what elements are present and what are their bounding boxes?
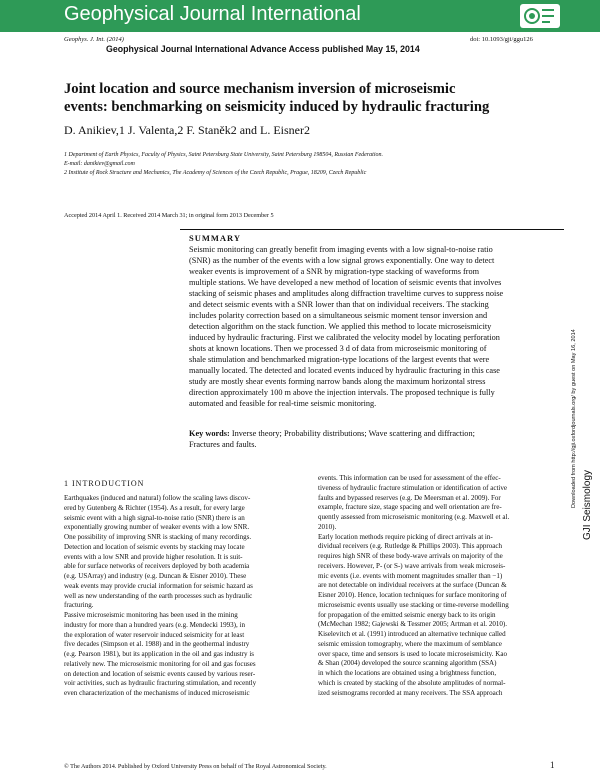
body-text-line: faults and bypassed reserves (e.g. De Meersman et al. 2009). For bbox=[318, 493, 501, 502]
body-text-line: (McMechan 1982; Gajewski & Tessmer 2005; Artman et al. 2010). bbox=[318, 620, 508, 629]
body-text-line: events. This information can be used for assessment of the effec- bbox=[318, 474, 501, 482]
abstract-line: automated and feasible for real-time seismic monitoring. bbox=[189, 399, 377, 408]
body-text-line: relatively new. The microseismic monitoring for oil and gas focuses bbox=[64, 659, 256, 668]
keywords-label: Key words: bbox=[189, 429, 230, 438]
body-text-line: requires high SNR of these body-wave arrivals on majority of the bbox=[318, 552, 503, 560]
body-text-line: in which the locations are obtained using a brightness function, bbox=[318, 669, 497, 677]
submission-dates: Accepted 2014 April 1. Received 2014 March 31; in original form 2013 December 5 bbox=[64, 212, 274, 219]
abstract-line: direction approximately 100 m above the injection intervals. The proposed technique is fully bbox=[189, 388, 495, 397]
body-text-line: well as new understanding of the earth processes such as hydraulic bbox=[64, 591, 253, 600]
body-text-line: over space, time and sensors is used to locate microseismicity. Kao bbox=[318, 649, 507, 658]
abstract-line: Seismic monitoring can greatly benefit from imaging events with a low signal-to-noise ratio bbox=[189, 245, 493, 254]
title-line: Joint location and source mechanism inversion of microseismic bbox=[64, 81, 456, 97]
body-text-line: exponentially growing number of weaker events with a low SNR. bbox=[64, 523, 250, 532]
body-text-line: Kiselevitch et al. (1991) introduced an alternative technique called bbox=[318, 630, 506, 638]
summary-heading: SUMMARY bbox=[189, 233, 242, 243]
keywords-text: Inverse theory; Probability distributions; Wave scattering and diffraction; bbox=[231, 429, 475, 438]
body-text-line: on detection and location of seismic events caused by various reser- bbox=[64, 669, 256, 678]
body-text-line: Eisner 2010). Hence, location techniques for surface monitoring of bbox=[318, 591, 507, 599]
body-text-line: fracturing. bbox=[64, 601, 94, 610]
journal-title: Geophysical Journal International bbox=[64, 3, 361, 25]
body-text-line: seismic emission tomography, where the maximum of semblance bbox=[318, 639, 502, 648]
abstract-line: multiple stations. We have developed a new method of location of seismic events that involves bbox=[189, 278, 502, 287]
paper-title bbox=[64, 80, 564, 116]
body-text-line: mic events (i.e. events with moment magnitudes smaller than −1) bbox=[318, 571, 503, 580]
abstract-line: shale stimulation and benchmarked migration-type locations of the largest events that were bbox=[189, 355, 490, 364]
abstract-line: (SNR) as the number of the events with a low signal grows exponentially. One way to detect bbox=[189, 256, 495, 265]
citation: Geophys. J. Int. (2014) bbox=[64, 36, 124, 43]
body-text-line: for propagation of the emitted seismic energy back to its origin bbox=[318, 610, 496, 619]
body-text-line: are not detectable on individual receivers at the surface (Duncan & bbox=[318, 581, 507, 590]
affiliation-email[interactable]: E-mail: danikiev@gmail.com bbox=[64, 161, 135, 167]
body-text-line: five decades (Simpson et al. 1988) and in the geothermal industry bbox=[64, 640, 250, 649]
abstract-line: includes polarity correction based on a simultaneous seismic moment tensor inversion and bbox=[189, 311, 488, 320]
body-text-line: (e.g. Pearson 1981), but its application in the oil and gas industry is bbox=[64, 650, 255, 658]
body-text-line: seismic event with a high signal-to-noise ratio (SNR) there is an bbox=[64, 513, 245, 522]
body-text-line: industry for more than a hundred years (e.g. Mendecki 1993), in bbox=[64, 620, 246, 629]
body-text-line: (e.g. USArray) and industry (e.g. Duncan & Eisner 2010). These bbox=[64, 572, 247, 580]
abstract-line: induced by hydraulic fracturing. First we calibrated the velocity model by locating perforation bbox=[189, 333, 500, 342]
abstract-line: and detect seismic events with a SNR lower than that on individual receivers. The stacking bbox=[189, 300, 489, 309]
abstract-line: study are mostly shear events forming narrow bands along the maximum horizontal stress bbox=[189, 377, 486, 386]
body-text-line: events with a low SNR and provide higher resolution. It is suit- bbox=[64, 552, 243, 561]
download-notice[interactable]: Downloaded from http://gji.oxfordjournals.org/ by guest on May 16, 2014 bbox=[571, 329, 577, 508]
body-text-line: example, fracture size, stage spacing and well orientation are fre- bbox=[318, 503, 502, 512]
body-text-line: weak events may provide crucial information for seismic hazard as bbox=[64, 581, 253, 590]
copyright-notice: © The Authors 2014. Published by Oxford University Press on behalf of The Royal Astronomical Society. bbox=[64, 763, 327, 770]
body-text-line: voir activities, such as hydraulic fracturing stimulation, and recently bbox=[64, 679, 257, 688]
body-text-line: Earthquakes (induced and natural) follow the scaling laws discov- bbox=[64, 494, 251, 502]
body-text-line: tiveness of hydraulic fracture stimulation or identification of active bbox=[318, 483, 508, 492]
body-text-line: ized seismograms recorded at many receivers. The SSA approach bbox=[318, 688, 503, 697]
affiliation-2: 2 Institute of Rock Structure and Mechanics, The Academy of Sciences of the Czech Republic, Prague, 18209, Czech Republic bbox=[64, 170, 367, 176]
abstract-line: detection algorithm on the stack function. We applied this method to locate microseismicity bbox=[189, 322, 492, 331]
abstract-line: manually located. The detected and located events induced by hydraulic fracturing in this case bbox=[189, 366, 500, 375]
author-list: D. Anikiev,1 J. Valenta,2 F. Staněk2 and L. Eisner2 bbox=[64, 123, 311, 137]
body-text-line: able for surface networks of receivers deployed by both academia bbox=[64, 562, 250, 571]
keywords-line bbox=[189, 428, 563, 439]
body-text-line: receivers. However, P- (or S-) wave arrivals from weak microseis- bbox=[318, 561, 506, 570]
body-text-line: 2010). bbox=[318, 522, 337, 531]
body-text-line: & Shan (2004) developed the source scanning algorithm (SSA) bbox=[318, 659, 497, 668]
title-line: events: benchmarking on seismicity induced by hydraulic fracturing bbox=[64, 99, 490, 115]
body-text-line: ered by Gutenberg & Richter (1954). As a result, for every large bbox=[64, 503, 245, 512]
keywords-line: Fractures and faults. bbox=[189, 440, 257, 449]
summary-divider bbox=[180, 229, 564, 230]
body-text-line: One possibility of improving SNR is stacking of many recordings. bbox=[64, 533, 252, 541]
body-text-line: Early location methods require picking of direct arrivals at in- bbox=[318, 532, 493, 541]
body-text-line: even characterization of the mechanisms of induced microseismic bbox=[64, 689, 250, 697]
body-text-line: dividual receivers (e.g. Rutledge & Phillips 2003). This approach bbox=[318, 542, 503, 551]
abstract-line: stacking of seismic phases and amplitudes along diffraction traveltime curves to suppress noise bbox=[189, 289, 504, 298]
body-text-line: the exploration of water reservoir induced seismicity for at least bbox=[64, 630, 245, 639]
page-number: 1 bbox=[550, 760, 555, 770]
body-text-line: Passive microseismic monitoring has been used in the mining bbox=[64, 611, 238, 619]
section-label: GJI Seismology bbox=[582, 469, 593, 540]
body-text-line: microseismic events usually use stacking or time-reverse modelling bbox=[318, 600, 509, 609]
abstract-line: shots at known locations. Then we processed 3 d of data from microseismic monitoring of bbox=[189, 344, 487, 353]
abstract-line: weaker events is improvement of a SNR by migration-type stacking of waveforms from bbox=[189, 267, 480, 276]
doi[interactable]: doi: 10.1093/gji/ggu126 bbox=[470, 36, 533, 43]
body-text-line: which is created by stacking of the absolute amplitudes of normal- bbox=[318, 678, 506, 687]
body-text-line: quently assessed from microseismic monitoring (e.g. Maxwell et al. bbox=[318, 513, 510, 521]
advance-access-line: Geophysical Journal International Advance Access published May 15, 2014 bbox=[106, 44, 420, 54]
body-text-line: Detection and location of seismic events by stacking may locate bbox=[64, 542, 245, 551]
gji-logo-icon bbox=[520, 4, 560, 28]
introduction-heading: 1 INTRODUCTION bbox=[64, 479, 145, 488]
affiliation-1: 1 Department of Earth Physics, Faculty of Physics, Saint Petersburg State University, Saint Petersburg 198504, Russian Federation. bbox=[64, 152, 384, 158]
